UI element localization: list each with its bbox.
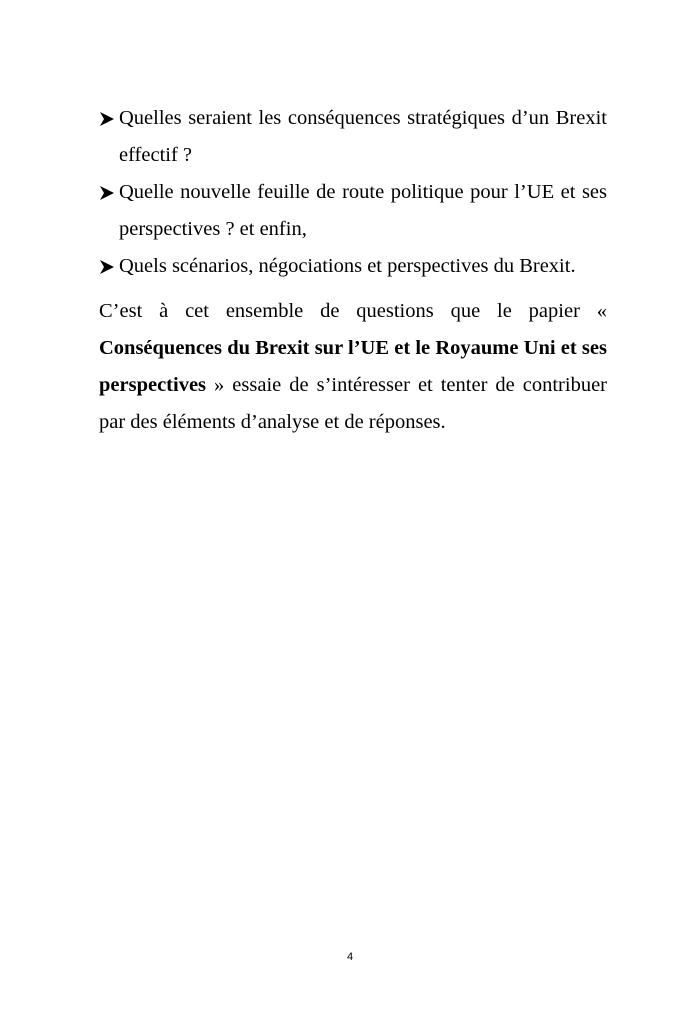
body-paragraph [99,293,607,441]
bullet-item [99,248,607,285]
paragraph-intro: C’est à cet ensemble de questions que le papier « [99,300,607,322]
page-number: 4 [346,951,354,963]
bullet-item [99,100,607,174]
bullet-item [99,174,607,248]
arrowhead-bullet-icon [99,174,117,211]
bullet-text: Quels scénarios, négociations et perspectives du Brexit. [119,255,576,277]
page-content [99,100,607,462]
arrowhead-bullet-icon [99,100,117,137]
arrowhead-bullet-icon [99,248,117,285]
paragraph-outro: » essaie de s’intéresser et tenter de contribuer par des éléments d’analyse et de réponses. [99,374,607,433]
bullet-text: Quelles seraient les conséquences stratégiques d’un Brexit effectif ? [119,107,607,166]
bullet-text: Quelle nouvelle feuille de route politique pour l’UE et ses perspectives ? et enfin, [119,181,607,240]
paper-title: Conséquences du Brexit sur l’UE et le Royaume Uni et ses perspectives [99,337,607,396]
